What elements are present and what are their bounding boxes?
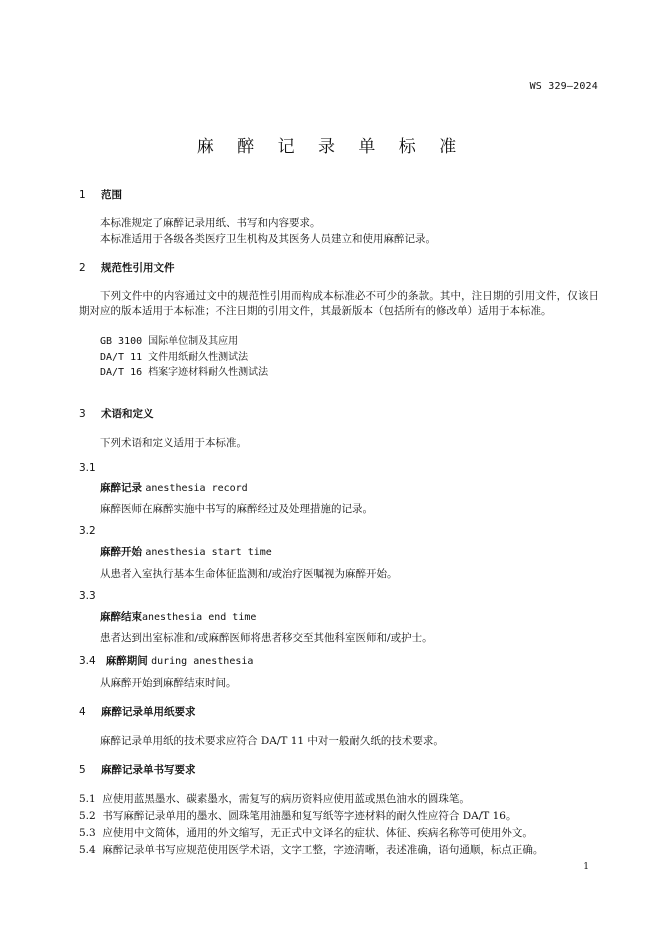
section-1-paragraph-2: 本标准适用于各级各类医疗卫生机构及其医务人员建立和使用麻醉记录。 xyxy=(100,233,436,245)
requirement-item xyxy=(79,792,470,807)
item-text: 书写麻醉记录单用的墨水、圆珠笔用油墨和复写纸等字迹材料的耐久性应符合 DA/T 16。 xyxy=(102,810,517,822)
section-number: 2 xyxy=(79,262,86,274)
term-3-3-number: 3.3 xyxy=(79,590,96,602)
section-1-paragraph-1: 本标准规定了麻醉记录用纸、书写和内容要求。 xyxy=(100,217,321,229)
document-title: 麻 醉 记 录 单 标 准 xyxy=(196,137,466,157)
term-3-2-definition: 从患者入室执行基本生命体征监测和/或治疗医嘱视为麻醉开始。 xyxy=(100,568,398,580)
section-number: 4 xyxy=(79,706,86,718)
page-number: 1 xyxy=(583,862,589,872)
section-title: 麻醉记录单书写要求 xyxy=(101,764,196,776)
reference-item: DA/T 11 文件用纸耐久性测试法 xyxy=(100,352,249,363)
term-3-1-definition: 麻醉医师在麻醉实施中书写的麻醉经过及处理措施的记录。 xyxy=(100,503,373,515)
section-1-heading xyxy=(79,188,122,203)
term-chinese: 麻醉结束 xyxy=(100,611,142,623)
section-number: 3 xyxy=(79,408,86,420)
term-english: during anesthesia xyxy=(151,656,254,667)
section-5-heading xyxy=(79,763,196,778)
standard-code: WS 329—2024 xyxy=(529,81,598,92)
item-number: 5.3 xyxy=(79,827,96,839)
term-english: anesthesia start time xyxy=(145,547,272,558)
term-3-1-number: 3.1 xyxy=(79,462,96,474)
section-number: 5 xyxy=(79,764,86,776)
section-2-paragraph: 下列文件中的内容通过文中的规范性引用而构成本标准必不可少的条款。其中，注日期的引用文件，仅该日期对应的版本适用于本标准；不注日期的引用文件，其最新版本（包括所有的修改单）适用于本标准。 xyxy=(79,290,599,317)
term-chinese: 麻醉期间 xyxy=(105,655,148,667)
section-title: 规范性引用文件 xyxy=(101,262,175,274)
term-english: anesthesia end time xyxy=(142,612,257,623)
reference-item: GB 3100 国际单位制及其应用 xyxy=(100,336,239,347)
term-3-4-definition: 从麻醉开始到麻醉结束时间。 xyxy=(100,677,237,689)
term-3-4-title xyxy=(79,654,253,669)
requirement-item xyxy=(79,826,533,841)
section-3-intro: 下列术语和定义适用于本标准。 xyxy=(100,437,247,449)
term-chinese: 麻醉开始 xyxy=(100,546,142,558)
section-title: 麻醉记录单用纸要求 xyxy=(101,706,196,718)
term-3-3-definition: 患者达到出室标准和/或麻醉医师将患者移交至其他科室医师和/或护士。 xyxy=(100,632,433,644)
reference-item: DA/T 16 档案字迹材料耐久性测试法 xyxy=(100,367,269,378)
item-number: 5.1 xyxy=(79,793,96,805)
item-text: 麻醉记录单书写应规范使用医学术语，文字工整，字迹清晰，表述准确，语句通顺，标点正确。 xyxy=(102,844,544,856)
item-number: 5.2 xyxy=(79,810,96,822)
section-4-heading xyxy=(79,705,196,720)
requirement-item xyxy=(79,809,516,824)
requirement-item xyxy=(79,843,543,858)
section-4-paragraph: 麻醉记录单用纸的技术要求应符合 DA/T 11 中对一般耐久纸的技术要求。 xyxy=(100,735,444,747)
section-2-heading xyxy=(79,261,175,276)
section-title: 范围 xyxy=(101,189,122,201)
section-number: 1 xyxy=(79,189,86,201)
term-3-2-title xyxy=(100,545,272,560)
term-3-3-title xyxy=(100,610,256,625)
term-3-2-number: 3.2 xyxy=(79,525,96,537)
term-chinese: 麻醉记录 xyxy=(100,482,142,494)
item-number: 5.4 xyxy=(79,844,96,856)
item-text: 应使用蓝黑墨水、碳素墨水，需复写的病历资料应使用蓝或黑色油水的圆珠笔。 xyxy=(102,793,470,805)
section-3-heading xyxy=(79,407,154,422)
term-number: 3.4 xyxy=(79,655,96,667)
term-3-1-title xyxy=(100,481,248,496)
item-text: 应使用中文简体，通用的外文缩写，无正式中文译名的症状、体征、疾病名称等可使用外文。 xyxy=(102,827,533,839)
term-english: anesthesia record xyxy=(145,483,248,494)
section-title: 术语和定义 xyxy=(101,408,154,420)
